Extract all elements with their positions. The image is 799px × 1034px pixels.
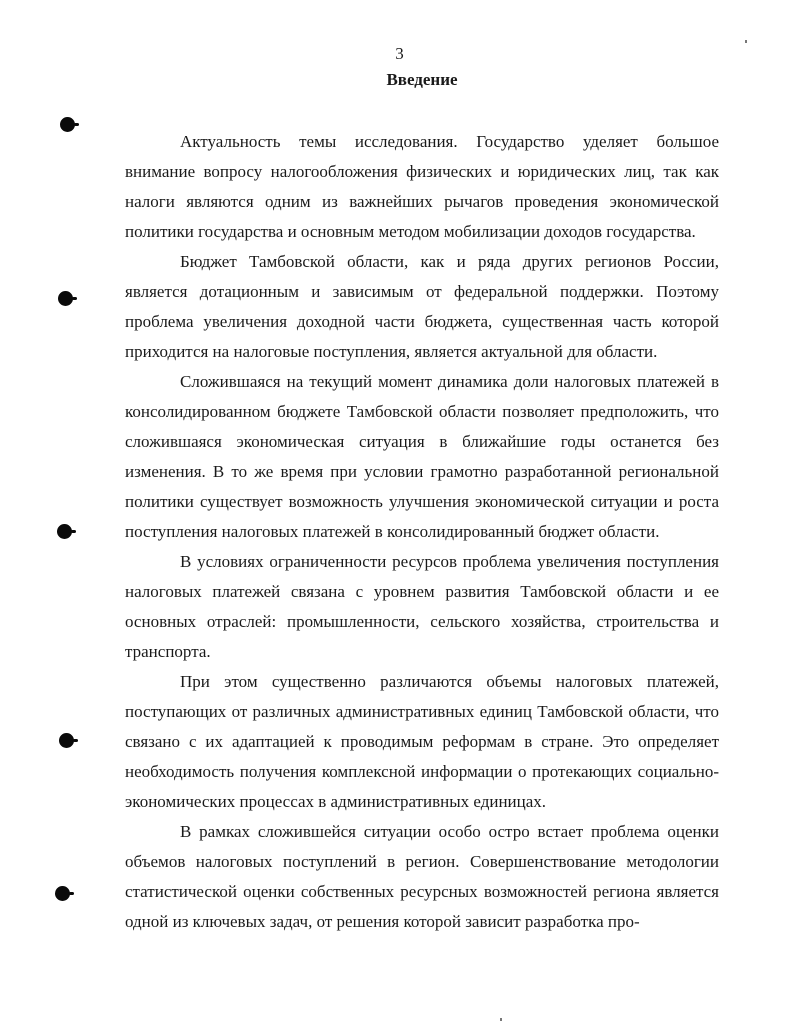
punch-hole-2: [58, 291, 73, 306]
scan-speck: [500, 1018, 502, 1021]
punch-hole-1: [60, 117, 75, 132]
scan-speck: [745, 40, 747, 43]
paragraph-relevance: Актуальность темы исследования. Государство уделяет большое внимание вопросу налогообложения физических и юридических лиц, так как налоги являются одним из важнейших рычагов проведения экономической политики государства и основным методом мобилизации доходов государства.: [125, 132, 719, 241]
punch-hole-3: [57, 524, 72, 539]
paragraph-dynamics: Сложившаяся на текущий момент динамика доли налоговых платежей в консолидированном бюджете Тамбовской области позволяет предположить, что сложившаяся экономическая ситуация в ближайшие годы останется без изменения. В то же время при условии грамотно разработанной региональной политики существует возможность улучшения экономической ситуации и роста поступления налоговых платежей в консолидированный бюджет области.: [125, 372, 719, 541]
paragraph-tax-volumes: При этом существенно различаются объемы налоговых платежей, поступающих от различных административных единиц Тамбовской области, что связано с их адаптацией к проводимым реформам в стране. Это определяет необходимость получения комплексной информации о протекающих социально-экономических процессах в административных единицах.: [125, 672, 719, 811]
paragraph-budget: Бюджет Тамбовской области, как и ряда других регионов России, является дотационным и зависимым от федеральной поддержки. Поэтому проблема увеличения доходной части бюджета, существенная часть которой приходится на налоговые поступления, является актуальной для области.: [125, 252, 719, 361]
paragraph-resources: В условиях ограниченности ресурсов проблема увеличения поступления налоговых платежей связана с уровнем развития Тамбовской области и ее основных отраслей: промышленности, сельского хозяйства, строительства и транспорта.: [125, 552, 719, 661]
page-title: Введение: [386, 70, 458, 89]
punch-hole-4: [59, 733, 74, 748]
body-text: [125, 127, 719, 937]
page-number: 3: [395, 44, 404, 63]
punch-hole-5: [55, 886, 70, 901]
paragraph-assessment: В рамках сложившейся ситуации особо остро встает проблема оценки объемов налоговых поступлений в регион. Совершенствование методологии статистической оценки собственных ресурсных возможностей региона является одной из ключевых задач, от решения которой зависит разработка про-: [125, 822, 719, 931]
